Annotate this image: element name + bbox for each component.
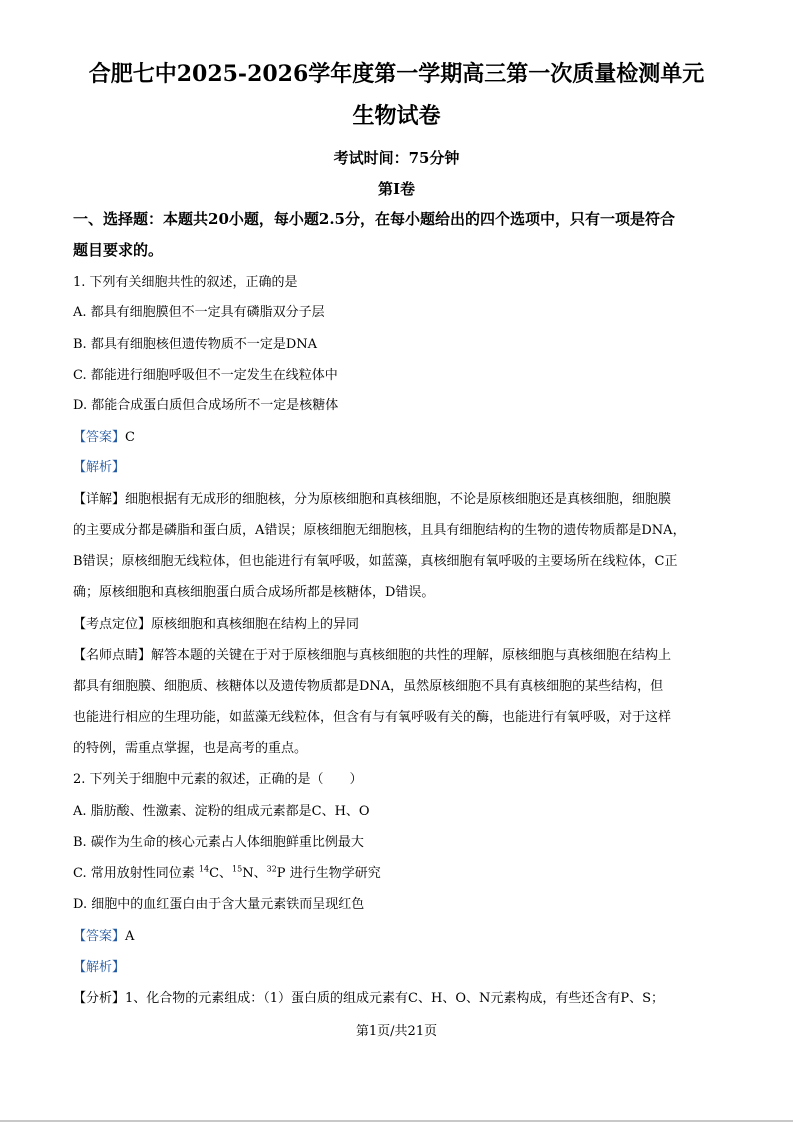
q2-analysis-head-tag: 【分析】: [73, 991, 126, 1006]
q1-detail-line-3: B错误；原核细胞无线粒体，但也能进行有氧呼吸，如蓝藻，真核细胞有氧呼吸的主要场所在线粒体，C正: [73, 554, 678, 569]
section-heading-line-2: 题目要求的。: [73, 241, 164, 259]
q2-answer-tag: 【答案】: [73, 929, 126, 944]
volume-label: 第I卷: [377, 180, 416, 198]
q1-comment-tag: 【名师点睛】: [73, 648, 152, 663]
q2-option-d: D. 细胞中的血红蛋白由于含大量元素铁而呈现红色: [73, 897, 365, 912]
q2-option-c-suffix: 进行生物学研究: [289, 866, 381, 881]
q1-comment-line-3: 也能进行相应的生理功能，如蓝藻无线粒体，但含有与有氧呼吸有关的酶，也能进行有氧呼吸，对于这样: [73, 710, 672, 725]
q1-detail-line-2: 的主要成分都是磷脂和蛋白质，A错误；原核细胞无细胞核，且具有细胞结构的生物的遗传物质都是DNA，: [73, 523, 686, 538]
q1-answer-tag: 【答案】: [73, 430, 126, 445]
page-footer: 第1页/共21页: [355, 1024, 438, 1039]
isotope-1-mass: 14: [198, 864, 210, 874]
q1-answer-value: C: [125, 430, 135, 445]
isotope-3-mass: 32: [266, 864, 277, 874]
q1-detail-line-4: 确；原核细胞和真核细胞蛋白质合成场所都是核糖体，D错误。: [73, 585, 435, 600]
q1-analysis-tag: 【解析】: [73, 460, 126, 475]
isotope-1-symbol: C、: [209, 866, 233, 881]
q1-option-d: D. 都能合成蛋白质但合成场所不一定是核糖体: [73, 398, 339, 413]
q2-answer: [73, 930, 134, 945]
isotope-2-symbol: N、: [242, 866, 267, 881]
title-line-1: 合肥七中2025-2026学年度第一学期高三第一次质量检测单元: [88, 61, 705, 87]
section-heading-line-1: 一、选择题：本题共20小题，每小题2.5分，在每小题给出的四个选项中，只有一项是符合: [73, 210, 675, 228]
q2-option-b: B. 碳作为生命的核心元素占人体细胞鲜重比例最大: [73, 835, 364, 850]
q1-detail-tag: 【详解】: [73, 492, 126, 507]
isotope-3-symbol: P: [276, 866, 286, 881]
q2-answer-value: A: [125, 929, 135, 944]
title-line-2: 生物试卷: [352, 103, 441, 129]
q2-analysis-text-1: 1、化合物的元素组成：（1）蛋白质的组成元素有C、H、O、N元素构成，有些还含有P、S；: [125, 991, 665, 1006]
isotope-2-mass: 15: [232, 864, 243, 874]
q1-detail-text-1: 细胞根据有无成形的细胞核，分为原核细胞和真核细胞，不论是原核细胞还是真核细胞，细胞膜: [125, 492, 672, 507]
q1-point-text: 原核细胞和真核细胞在结构上的异同: [151, 617, 360, 632]
q1-option-b: B. 都具有细胞核但遗传物质不一定是DNA: [73, 337, 318, 352]
q1-stem: 1. 下列有关细胞共性的叙述，正确的是: [73, 275, 298, 290]
q2-option-c-prefix: C. 常用放射性同位素: [73, 866, 195, 881]
q1-option-a: A. 都具有细胞膜但不一定具有磷脂双分子层: [73, 305, 325, 320]
q2-option-a: A. 脂肪酸、性激素、淀粉的组成元素都是C、H、O: [73, 804, 370, 819]
q1-answer: [73, 431, 135, 446]
q1-point: [73, 618, 359, 633]
q1-comment-line-4: 的特例，需重点掌握，也是高考的重点。: [73, 741, 308, 756]
q1-comment-line-1: [73, 649, 671, 664]
q2-option-c: [73, 864, 381, 882]
q2-analysis-line-1: [73, 992, 664, 1007]
exam-time: 考试时间：75分钟: [333, 149, 460, 167]
q1-comment-line-2: 都具有细胞膜、细胞质、核糖体以及遗传物质都是DNA，虽然原核细胞不具有真核细胞的某些结构，但: [73, 679, 664, 694]
q1-comment-text-1: 解答本题的关键在于对于原核细胞与真核细胞的共性的理解，原核细胞与真核细胞在结构上: [151, 648, 672, 663]
q2-analysis-tag: 【解析】: [73, 960, 126, 975]
q1-detail-line-1: [73, 493, 671, 508]
q2-stem: 2. 下列关于细胞中元素的叙述，正确的是（ ）: [73, 772, 363, 787]
q1-option-c: C. 都能进行细胞呼吸但不一定发生在线粒体中: [73, 368, 338, 383]
q1-point-tag: 【考点定位】: [73, 617, 152, 632]
